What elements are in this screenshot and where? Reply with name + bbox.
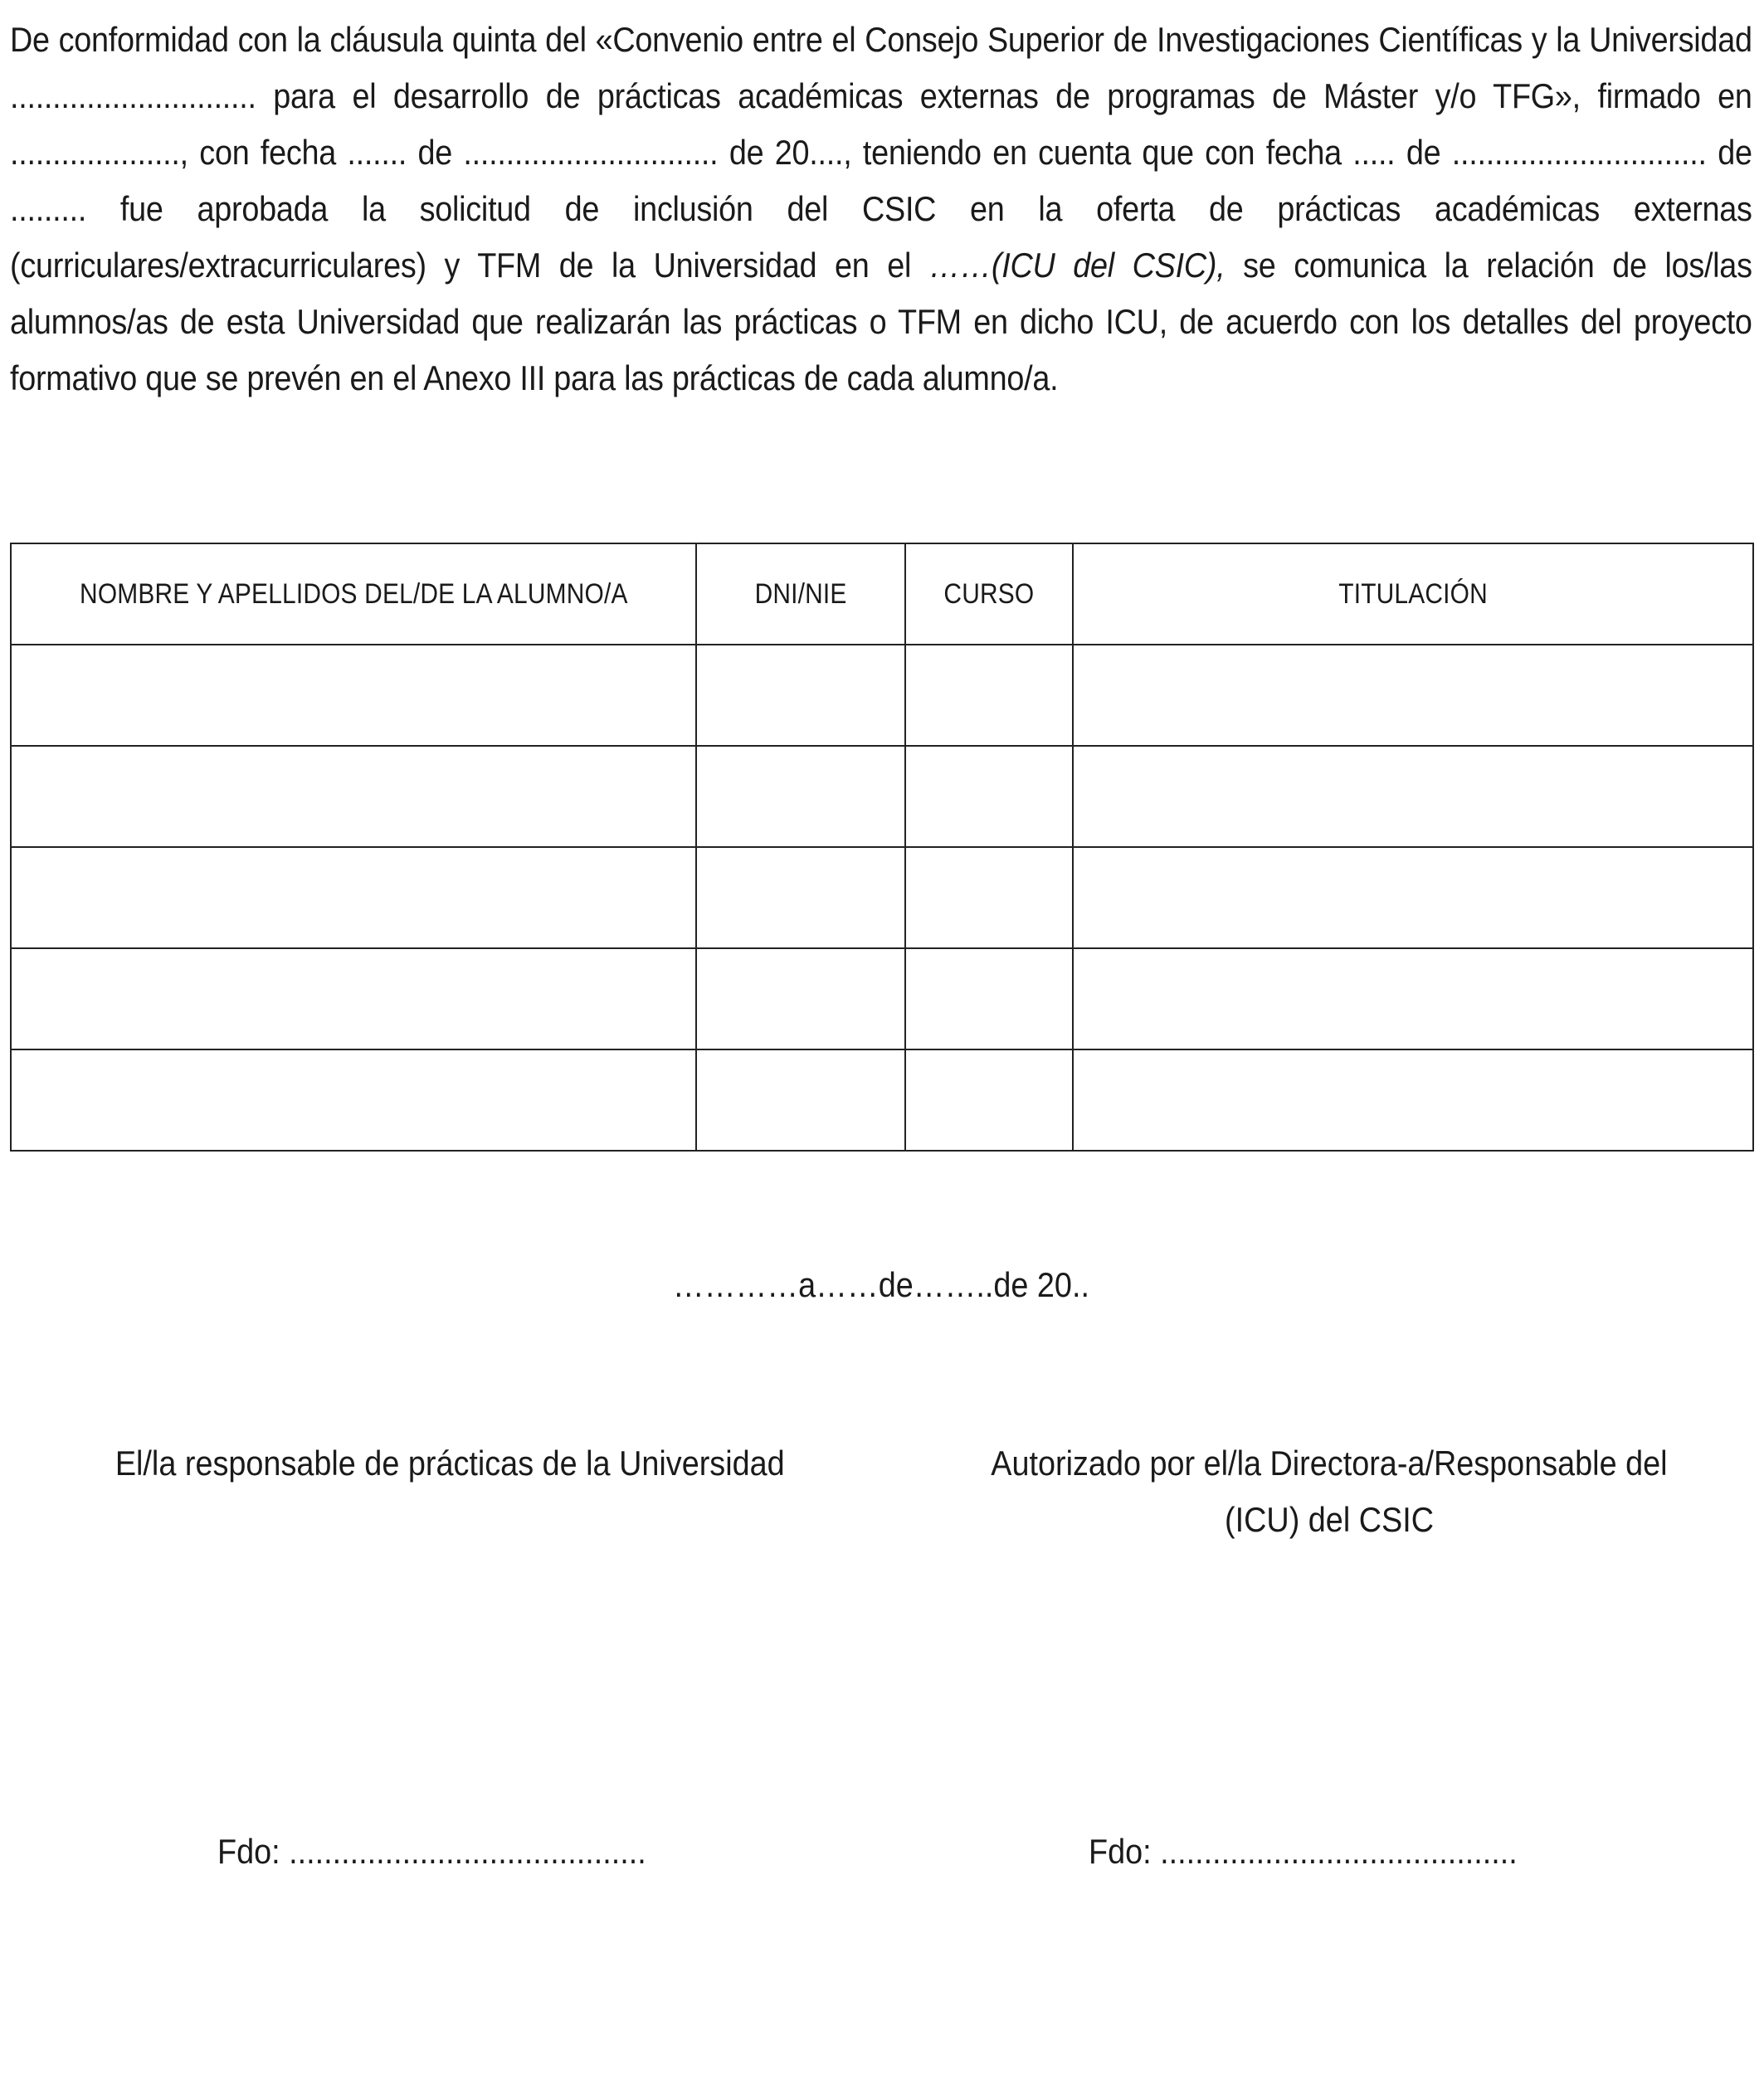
intro-text-end: se comunica la relación de los/las alumnos/as de esta Universidad que realizarán las prácticas o TFM en dicho ICU, de acuerdo con los detalles del proyecto formativo que se prevén en el Anexo III para las prácticas de cada alumno/a. xyxy=(10,246,1752,397)
table-row xyxy=(11,746,1753,847)
signature-left-role-text: El/la responsable de prácticas de la Universidad xyxy=(115,1444,785,1483)
signature-right-role-line2: (ICU) del CSIC xyxy=(1224,1500,1435,1539)
cell-titulacion[interactable] xyxy=(1073,847,1753,948)
cell-curso[interactable] xyxy=(905,645,1073,746)
header-dni-label: DNI/NIE xyxy=(754,577,847,610)
cell-nombre[interactable] xyxy=(11,948,696,1049)
cell-titulacion[interactable] xyxy=(1073,746,1753,847)
students-table-container xyxy=(10,543,1752,1152)
cell-dni[interactable] xyxy=(696,746,905,847)
cell-curso[interactable] xyxy=(905,746,1073,847)
header-curso-label: CURSO xyxy=(943,577,1035,610)
table-row xyxy=(11,645,1753,746)
header-titulacion xyxy=(1073,543,1753,645)
place-date-text: …………a……de……..de 20.. xyxy=(672,1265,1090,1304)
students-table xyxy=(10,543,1754,1152)
cell-titulacion[interactable] xyxy=(1073,1049,1753,1151)
cell-curso[interactable] xyxy=(905,847,1073,948)
intro-paragraph xyxy=(10,12,1752,407)
signature-right-fdo-text: Fdo: ......................................... xyxy=(1089,1832,1518,1871)
header-dni xyxy=(696,543,905,645)
table-row xyxy=(11,948,1753,1049)
cell-titulacion[interactable] xyxy=(1073,948,1753,1049)
cell-dni[interactable] xyxy=(696,847,905,948)
cell-curso[interactable] xyxy=(905,948,1073,1049)
place-date-line xyxy=(10,1265,1752,1305)
cell-nombre[interactable] xyxy=(11,645,696,746)
cell-dni[interactable] xyxy=(696,645,905,746)
signature-left-fdo xyxy=(217,1832,694,1872)
signature-right-role-line1: Autorizado por el/la Directora-a/Responsable del xyxy=(991,1444,1668,1483)
header-nombre xyxy=(11,543,696,645)
cell-nombre[interactable] xyxy=(11,847,696,948)
header-nombre-label: NOMBRE Y APELLIDOS DEL/DE LA ALUMNO/A xyxy=(79,577,628,610)
signature-right-fdo xyxy=(1089,1832,1565,1872)
table-row xyxy=(11,1049,1753,1151)
cell-dni[interactable] xyxy=(696,948,905,1049)
cell-curso[interactable] xyxy=(905,1049,1073,1151)
cell-nombre[interactable] xyxy=(11,1049,696,1151)
table-header-row xyxy=(11,543,1753,645)
header-titulacion-label: TITULACIÓN xyxy=(1338,577,1488,610)
cell-titulacion[interactable] xyxy=(1073,645,1753,746)
signature-left-fdo-text: Fdo: ......................................... xyxy=(217,1832,646,1871)
intro-text-icu-placeholder: ……(ICU del CSIC), xyxy=(928,246,1226,285)
signature-left-role xyxy=(10,1435,889,1492)
signature-right-role xyxy=(914,1435,1744,1548)
table-row xyxy=(11,847,1753,948)
intro-text-main: De conformidad con la cláusula quinta del «Convenio entre el Consejo Superior de Investigaciones Científicas y la Universidad ............................. para el desarrollo de prácticas académicas externas de programas de Máster y/o TFG», firmado en ...................., con fecha ....... de .............................. de 20...., teniendo en cuenta que con fecha ..... de .............................. de ......... fue aprobada la solicitud de inclusión del CSIC en la oferta de prácticas académicas externas (curriculares/extracurriculares) y TFM de la Universidad en el xyxy=(10,20,1752,285)
header-curso xyxy=(905,543,1073,645)
cell-dni[interactable] xyxy=(696,1049,905,1151)
cell-nombre[interactable] xyxy=(11,746,696,847)
